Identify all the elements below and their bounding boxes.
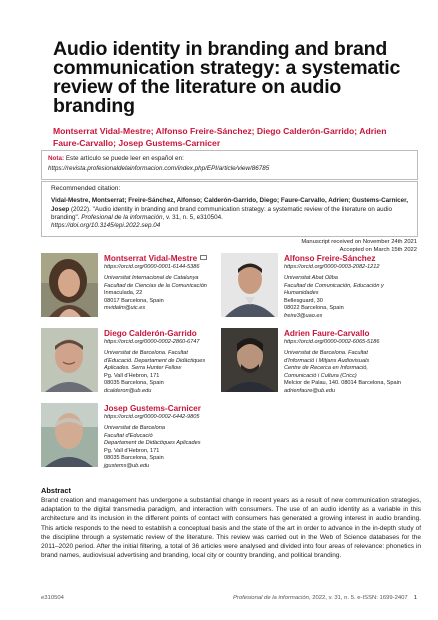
author-photo-gustems-carnicer [41,403,98,467]
author-photo-vidal-mestre [41,253,98,317]
citation-text [51,197,409,223]
author-name-gustems-carnicer: Josep Gustems-Carnicer [104,404,201,413]
orcid-freire-sanchez[interactable]: https://orcid.org/0000-0003-2082-1212 [284,264,380,270]
orcid-vidal-mestre[interactable]: https://orcid.org/0000-0001-6144-5386 [104,264,200,270]
page-number: 1 [413,595,417,601]
orcid-faure-carvallo[interactable]: https://orcid.org/0000-0002-6065-5186 [284,339,380,345]
note-text: Este artículo se puede leer en español en: [65,155,184,162]
citation-volume: , v. 31, n. 5, e310504. [162,214,223,222]
accepted-date: Accepted on March 15th 2022 [339,247,417,253]
author-photo-calderon-garrido [41,328,98,392]
citation-heading: Recommended citation: [51,185,121,192]
citation-title: (2022). "Audio identity in branding and brand communication strategy: a systematic review of the literature on audio branding". [51,205,393,222]
affiliation-gustems-carnicer: Universitat de Barcelona Facultat d'Educació Departament de Didàctiques Aplicades Pg. Vall d'Hebron, 171 08035 Barcelona, Spain jgustems@ub.edu [104,425,201,469]
received-date: Manuscript received on November 24th 2021 [301,239,417,245]
citation-authors: Vidal-Mestre, Montserrat; Freire-Sánchez, Alfonso; Calderón-Garrido, Diego; Faure-Carvallo, Adrien; Gustems-Carnicer, Josep [51,197,409,213]
orcid-calderon-garrido[interactable]: https://orcid.org/0000-0002-2860-6747 [104,339,200,345]
author-name-calderon-garrido: Diego Calderón-Garrido [104,329,197,338]
email-vidal-mestre[interactable]: mvidalm@uic.es [104,305,146,312]
recommended-citation-box [41,181,418,237]
citation-doi[interactable]: https://doi.org/10.3145/epi.2022.sep.04 [51,222,161,229]
author-name-vidal-mestre: Montserrat Vidal-Mestre [104,254,198,263]
email-freire-sanchez[interactable]: freire3@uao.es [284,312,323,319]
article-title: Audio identity in branding and brand communication strategy: a systematic review of the literature on audio branding [53,38,401,117]
footer-journal: Profesional de la información [232,595,309,601]
affiliation-freire-sanchez: Universitat Abat Oliba Facultad de Comunicación, Educación y Humanidades Bellesguard, 30 08022 Barcelona, Spain freire3@uao.es [284,275,384,319]
footer-issue: , 2022, v. 31, n. 5. e-ISSN: 1699-2407 [308,595,408,601]
email-faure-carvallo[interactable]: adrienfaure@ub.edu [284,387,336,394]
author-photo-faure-carvallo [221,328,278,392]
affiliation-calderon-garrido: Universitat de Barcelona. Facultat d'Educació. Departament de Didàctiques Aplicades. Serra Hunter Fellow Pg. Vall d'Hebron, 171 08035 Barcelona, Spain dcalderon@ub.edu [104,350,206,394]
footer-citation [233,595,417,601]
affiliation-vidal-mestre: Universitat Internacional de Catalunya Facultad de Ciencias de la Comunicación Inmaculada, 22 08017 Barcelona, Spain mvidalm@uic.es [104,275,207,312]
email-gustems-carnicer[interactable]: jgustems@ub.edu [104,462,150,469]
received-dates [301,238,417,254]
authors-line: Montserrat Vidal-Mestre; Alfonso Freire-Sánchez; Diego Calderón-Garrido; Adrien Faure-Carvallo; Josep Gustems-Carnicer [53,126,387,148]
article-id: e310504 [41,595,64,601]
note-label: Nota: [48,155,65,162]
author-name-freire-sanchez: Alfonso Freire-Sánchez [284,254,376,263]
abstract-text: Brand creation and management has undergone a substantial change in recent years as a result of new communication strategies, adaptation to the digital transmedia paradigm, and interaction with consumers. The use of an audio identity as a variable in this architecture and its inclusion in the different points of contact with consumers has generated a growing interest in audio branding. This article responds to the need to establish a conceptual basis and the state of the art in order to advance in the in-depth study of the discipline through a systematic review of the literature. This review was carried out in the Web of Science databases for the 2011–2020 period. After the initial filtering, a total of 36 articles were analysed and divided into four areas of relevance: phonetics in brand names, audiovisual advertising and branding, local city or country branding, and political branding. [41,497,421,560]
email-calderon-garrido[interactable]: dcalderon@ub.edu [104,387,152,394]
spanish-version-note [41,150,418,180]
abstract-heading: Abstract [41,486,71,495]
note-url[interactable]: https://revista.profesionaldelainformacion.com/index.php/EPI/article/view/86785 [48,165,270,172]
orcid-gustems-carnicer[interactable]: https://orcid.org/0000-0002-6442-9805 [104,414,200,420]
author-name-faure-carvallo: Adrien Faure-Carvallo [284,329,370,338]
citation-journal: Profesional de la información [81,214,163,222]
email-icon[interactable] [200,255,207,260]
author-photo-freire-sanchez [221,253,278,317]
affiliation-faure-carvallo: Universitat de Barcelona. Facultat d'Informació i Mitjans Audiovisuals Centre de Recerca en Informació, Comunicació i Cultura (Cricc) Melcior de Palau, 140. 08014 Barcelona, Spain adrienfaure@ub.edu [284,350,401,394]
